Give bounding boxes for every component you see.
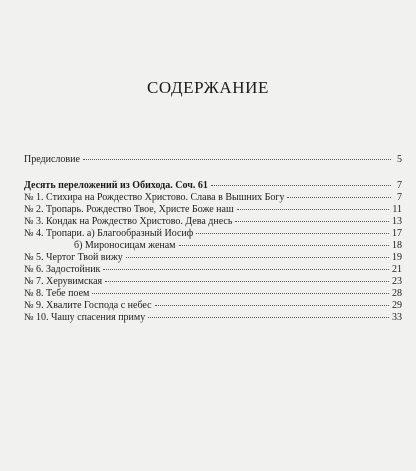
toc-entry-page: 5: [397, 154, 402, 165]
toc-entry-label: б) Мироносицам женам: [74, 240, 176, 251]
toc-section-heading: [24, 180, 402, 192]
toc-entry: [24, 228, 402, 240]
toc-entry: [24, 300, 402, 312]
toc-entry-page: 18: [392, 240, 402, 251]
toc-entry-label: № 7. Херувимская: [24, 276, 103, 287]
toc-entry-label: № 6. Задостойник: [24, 264, 101, 275]
dot-leader: [179, 245, 389, 246]
toc-entry-page: 33: [392, 312, 402, 323]
dot-leader: [237, 209, 390, 210]
toc-entry-page: 11: [392, 204, 402, 215]
toc-entry-label: № 1. Стихира на Рождество Христово. Слава в Вышних Богу: [24, 192, 285, 203]
toc-entry-page: 7: [397, 180, 402, 191]
dot-leader: [105, 281, 389, 282]
toc-entry-page: 7: [397, 192, 402, 203]
dot-leader: [235, 221, 389, 222]
page-title: СОДЕРЖАНИЕ: [146, 78, 270, 97]
toc-entry: [24, 312, 402, 324]
toc-entry-page: 17: [392, 228, 402, 239]
toc-entry: [24, 240, 402, 252]
toc-entry-page: 28: [392, 288, 402, 299]
dot-leader: [287, 197, 391, 198]
toc-entry-page: 21: [392, 264, 402, 275]
toc-entry: [24, 204, 402, 216]
toc-entry: [24, 252, 402, 264]
dot-leader: [148, 317, 389, 318]
toc-entry-label: № 10. Чашу спасения приму: [24, 312, 146, 323]
dot-leader: [155, 305, 389, 306]
dot-leader: [196, 233, 389, 234]
toc-entry-label: Предисловие: [24, 154, 80, 165]
toc-entry-page: 23: [392, 276, 402, 287]
dot-leader: [92, 293, 389, 294]
dot-leader: [211, 185, 391, 186]
toc-entry-page: 13: [392, 216, 402, 227]
toc-entry-page: 29: [392, 300, 402, 311]
toc-entry-preface: [24, 154, 402, 166]
toc-entry: [24, 264, 402, 276]
toc-entry: [24, 216, 402, 228]
toc-entry-label: № 8. Тебе поем: [24, 288, 90, 299]
toc-entry: [24, 276, 402, 288]
dot-leader: [83, 159, 391, 160]
table-of-contents: [24, 154, 402, 324]
toc-entry-label: № 5. Чертог Твой вижу: [24, 252, 123, 263]
toc-entry: [24, 288, 402, 300]
toc-entry-label: № 3. Кондак на Рождество Христово. Дева днесь: [24, 216, 233, 227]
toc-entry: [24, 192, 402, 204]
toc-entry-label: № 2. Тропарь. Рождество Твое, Христе Боже наш: [24, 204, 234, 215]
toc-entry-label: Десять переложений из Обихода. Соч. 61: [24, 180, 208, 191]
dot-leader: [126, 257, 389, 258]
dot-leader: [103, 269, 389, 270]
toc-entry-label: № 9. Хвалите Господа с небес: [24, 300, 152, 311]
toc-entry-page: 19: [392, 252, 402, 263]
toc-entry-label: № 4. Тропари. а) Благообразный Иосиф: [24, 228, 194, 239]
